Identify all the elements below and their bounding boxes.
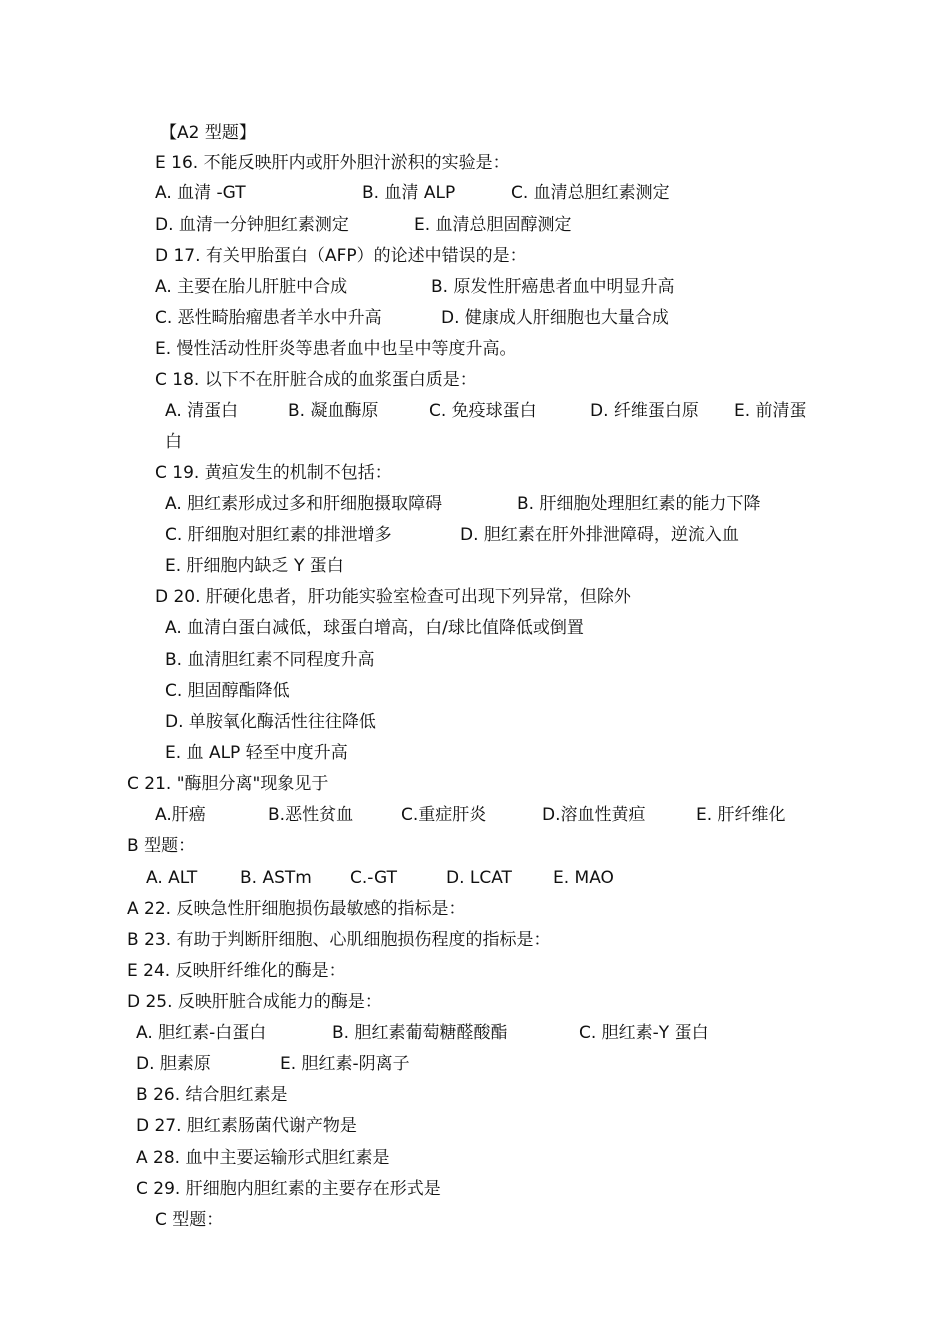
line-text: D 25. 反映肝脏合成能力的酶是：: [127, 992, 382, 1012]
line-text: D. 血清一分钟胆红素测定: [155, 215, 349, 235]
line-text: C. 恶性畸胎瘤患者羊水中升高: [155, 308, 382, 328]
option-text: E. 胆红素-阴离子: [280, 1054, 410, 1074]
line-text: D 17. 有关甲胎蛋白（AFP）的论述中错误的是：: [155, 246, 527, 266]
option-text: B. 肝细胞处理胆红素的能力下降: [517, 494, 761, 514]
line-text: E 16. 不能反映肝内或肝外胆汁淤积的实验是：: [155, 153, 510, 173]
option-text: C.重症肝炎: [401, 805, 487, 825]
line-text: 白: [165, 432, 182, 452]
line-text: A. 胆红素-白蛋白: [136, 1023, 267, 1043]
line-text: C 19. 黄疸发生的机制不包括：: [155, 463, 392, 483]
line-text: A. 主要在胎儿肝脏中合成: [155, 277, 348, 297]
line-text: C. 胆固醇酯降低: [165, 681, 290, 701]
line-text: B 型题：: [127, 836, 196, 856]
line-text: B 23. 有助于判断肝细胞、心肌细胞损伤程度的指标是：: [127, 930, 551, 950]
option-text: C. 胆红素-Y 蛋白: [579, 1023, 709, 1043]
option-text: D. 健康成人肝细胞也大量合成: [441, 308, 669, 328]
line-text: E 24. 反映肝纤维化的酶是：: [127, 961, 346, 981]
option-text: B. 原发性肝癌患者血中明显升高: [431, 277, 675, 297]
option-text: E. 前清蛋: [734, 401, 807, 421]
option-text: B. ASTm: [240, 868, 312, 888]
line-text: A. 血清 -GT: [155, 183, 246, 203]
line-text: 【A2 型题】: [160, 123, 256, 143]
line-text: C 29. 肝细胞内胆红素的主要存在形式是: [136, 1179, 441, 1199]
option-text: B. 凝血酶原: [288, 401, 379, 421]
line-text: A. 清蛋白: [165, 401, 239, 421]
line-text: C 型题：: [155, 1210, 224, 1230]
option-text: B. 胆红素葡萄糖醛酸酯: [332, 1023, 508, 1043]
line-text: D. 胆素原: [136, 1054, 211, 1074]
line-text: A. ALT: [146, 868, 198, 888]
option-text: D. LCAT: [446, 868, 512, 888]
option-text: B. 血清 ALP: [362, 183, 456, 203]
option-text: E. MAO: [553, 868, 614, 888]
line-text: A 22. 反映急性肝细胞损伤最敏感的指标是：: [127, 899, 466, 919]
line-text: C 18. 以下不在肝脏合成的血浆蛋白质是：: [155, 370, 477, 390]
line-text: D. 单胺氧化酶活性往往降低: [165, 712, 376, 732]
option-text: B.恶性贫血: [268, 805, 354, 825]
line-text: A. 胆红素形成过多和肝细胞摄取障碍: [165, 494, 443, 514]
line-text: C 21. "酶胆分离"现象见于: [127, 774, 329, 794]
line-text: D 27. 胆红素肠菌代谢产物是: [136, 1116, 357, 1136]
option-text: C. 血清总胆红素测定: [511, 183, 670, 203]
option-text: E. 肝纤维化: [696, 805, 786, 825]
option-text: C.-GT: [350, 868, 397, 888]
line-text: B 26. 结合胆红素是: [136, 1085, 288, 1105]
option-text: C. 免疫球蛋白: [429, 401, 537, 421]
line-text: D 20. 肝硬化患者，肝功能实验室检查可出现下列异常，但除外: [155, 587, 631, 607]
line-text: B. 血清胆红素不同程度升高: [165, 650, 375, 670]
option-text: D. 胆红素在肝外排泄障碍，逆流入血: [460, 525, 739, 545]
line-text: A.肝癌: [155, 805, 206, 825]
option-text: E. 血清总胆固醇测定: [414, 215, 572, 235]
option-text: D.溶血性黄疸: [542, 805, 646, 825]
line-text: E. 肝细胞内缺乏 Y 蛋白: [165, 556, 344, 576]
option-text: D. 纤维蛋白原: [590, 401, 699, 421]
line-text: E. 血 ALP 轻至中度升高: [165, 743, 348, 763]
line-text: A 28. 血中主要运输形式胆红素是: [136, 1148, 390, 1168]
line-text: E. 慢性活动性肝炎等患者血中也呈中等度升高。: [155, 339, 517, 359]
line-text: C. 肝细胞对胆红素的排泄增多: [165, 525, 392, 545]
line-text: A. 血清白蛋白减低，球蛋白增高，白/球比值降低或倒置: [165, 618, 584, 638]
